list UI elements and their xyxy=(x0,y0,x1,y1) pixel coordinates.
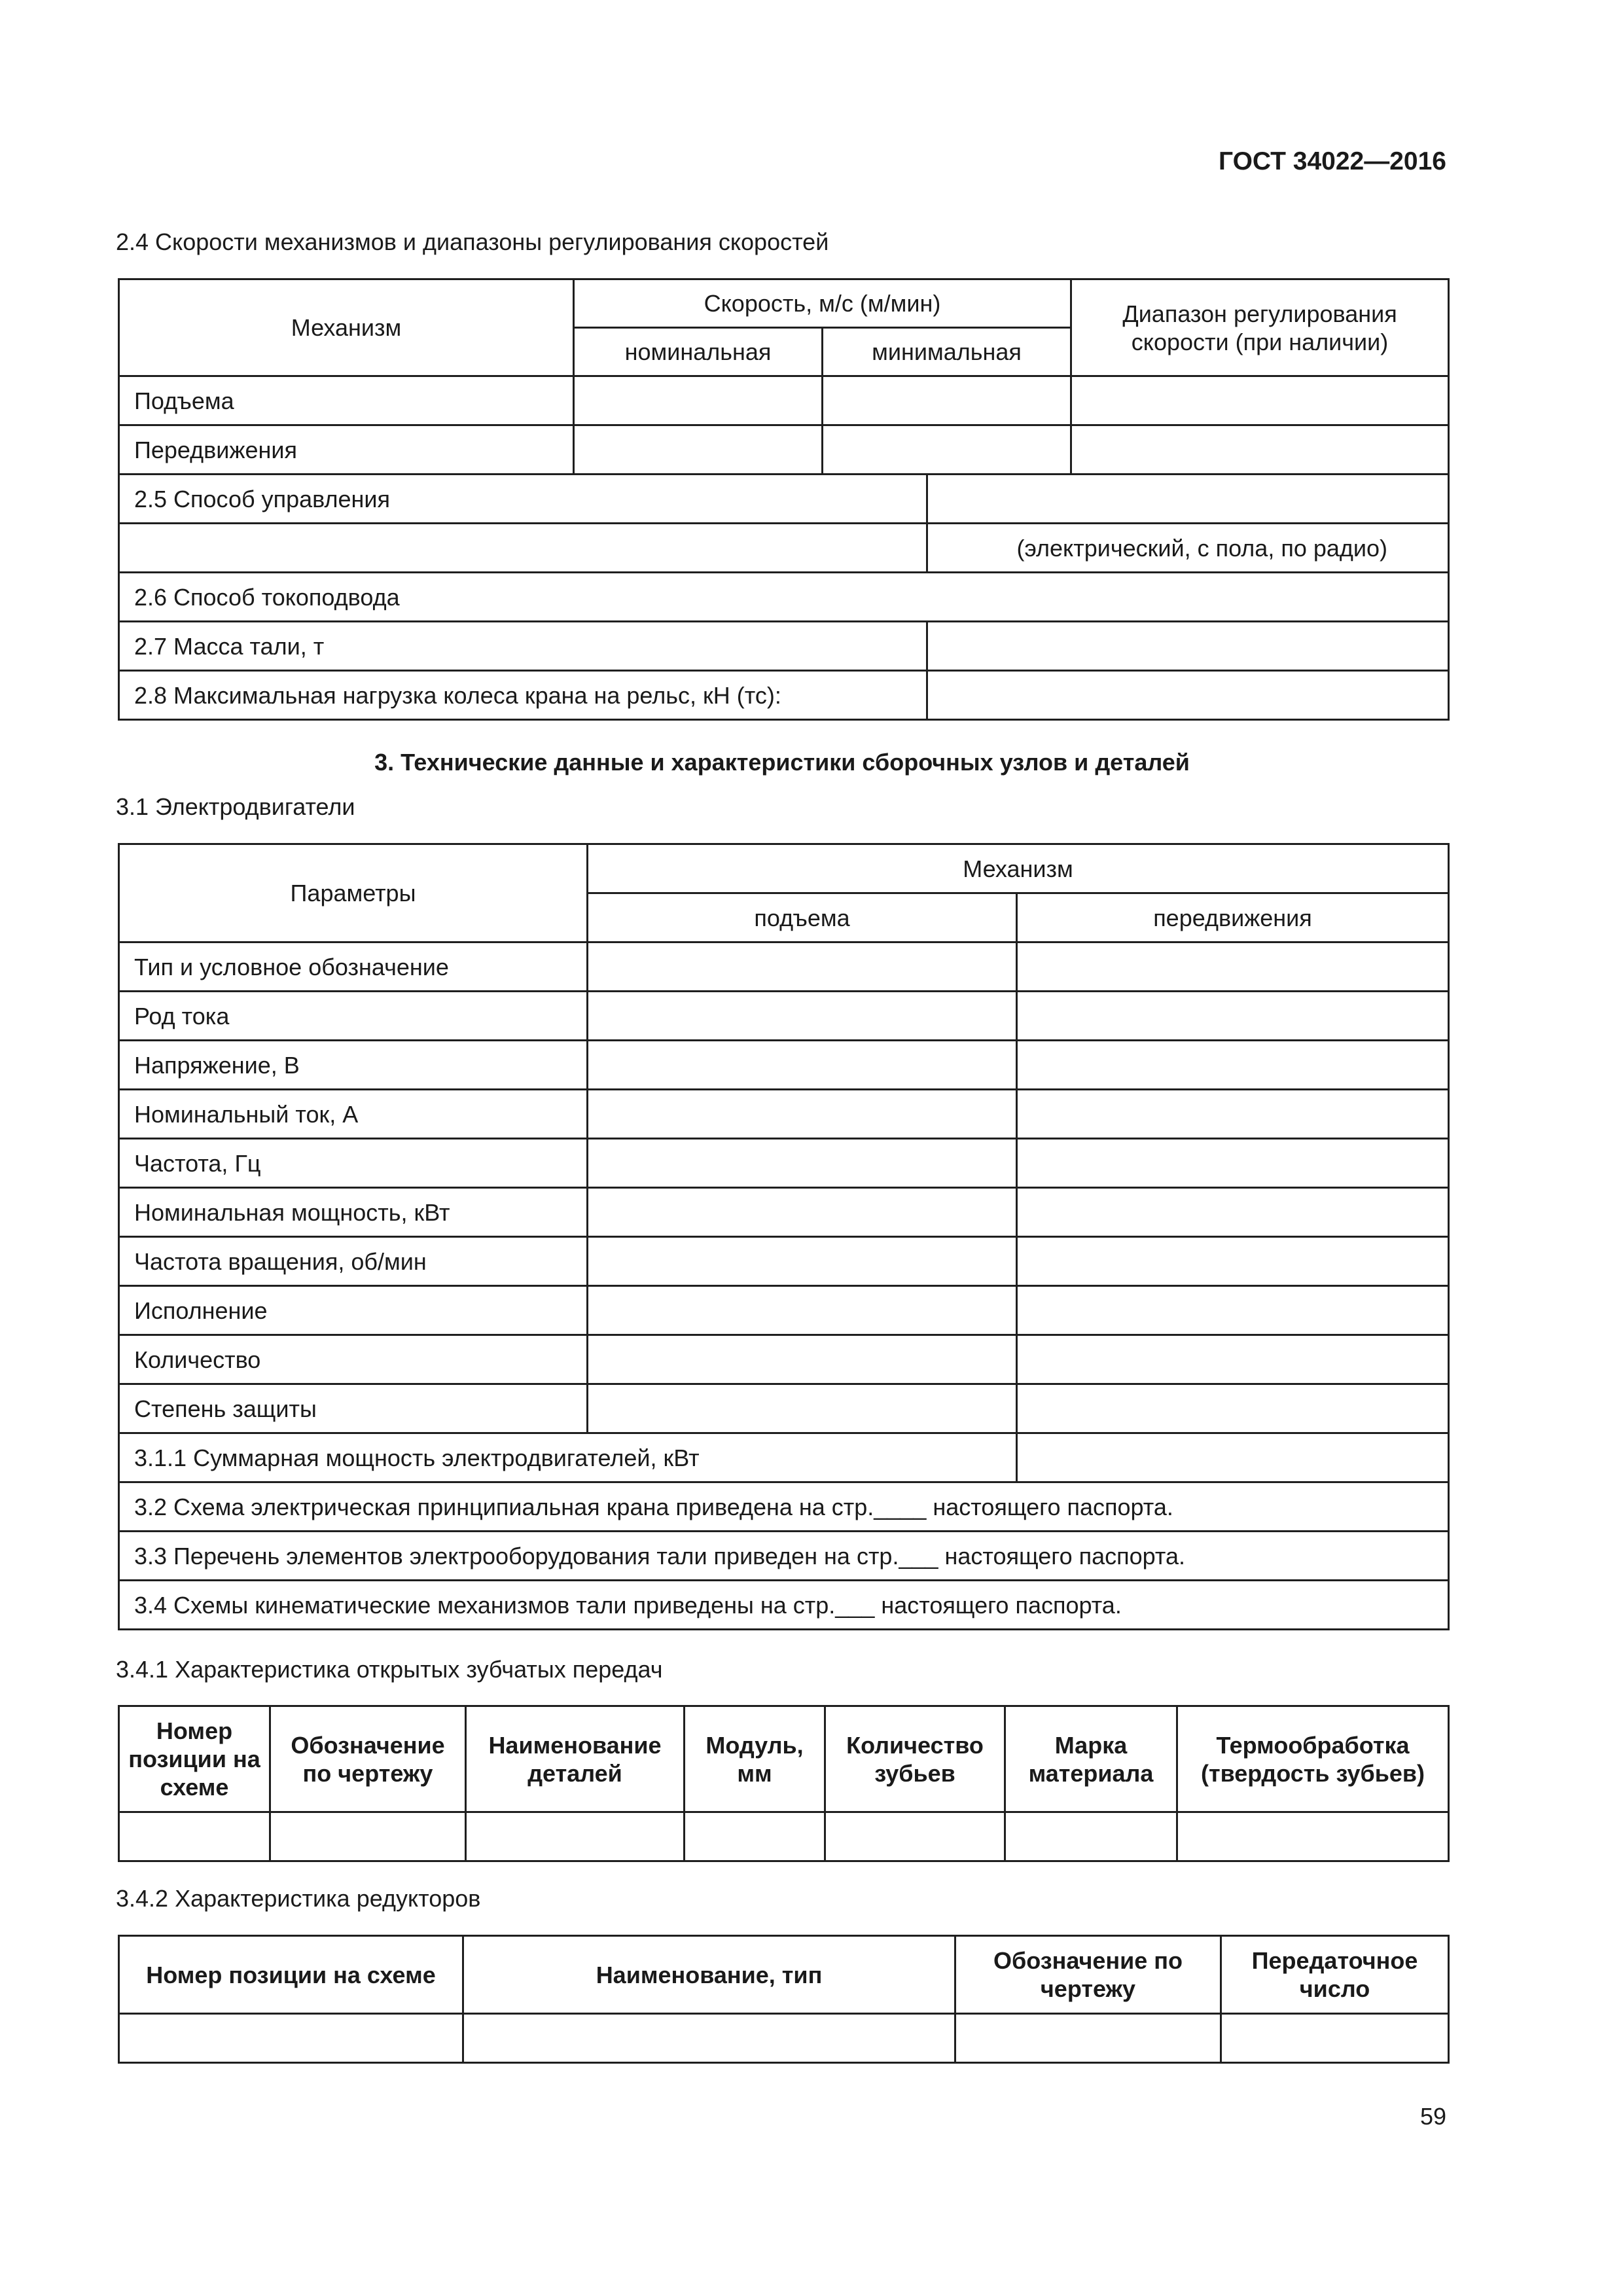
row-text-elements: 3.3 Перечень элементов электрооборудования тали приведен на стр.___ настоящего паспорта. xyxy=(119,1532,1449,1581)
row-label-control-method: 2.5 Способ управления xyxy=(119,475,927,524)
header-minimal: минимальная xyxy=(823,328,1071,376)
header-part-name: Наименование деталей xyxy=(466,1706,685,1812)
cell-empty xyxy=(119,1812,270,1861)
header-travel: передвижения xyxy=(1017,893,1449,942)
cell-empty xyxy=(588,1286,1017,1335)
row-label-hoist-mass: 2.7 Масса тали, т xyxy=(119,622,927,671)
row-label: Частота, Гц xyxy=(119,1139,588,1188)
cell-empty xyxy=(825,1812,1005,1861)
row-label-power-supply: 2.6 Способ токоподвода xyxy=(119,573,1449,622)
cell-empty xyxy=(119,524,927,573)
header-mechanism: Механизм xyxy=(588,844,1449,893)
cell-empty xyxy=(927,475,1449,524)
table-motors xyxy=(118,843,1450,1630)
cell-empty xyxy=(588,1188,1017,1237)
cell-empty xyxy=(1177,1812,1449,1861)
cell-empty xyxy=(1005,1812,1177,1861)
header-module: Модуль, мм xyxy=(685,1706,825,1812)
row-label-travel: Передвижения xyxy=(119,425,574,475)
section-3-title: 3. Технические данные и характеристики сборочных узлов и деталей xyxy=(374,749,1190,776)
cell-empty xyxy=(463,2014,955,2063)
cell-empty xyxy=(1017,1237,1449,1286)
cell-empty xyxy=(588,1041,1017,1090)
page-number: 59 xyxy=(1419,2103,1446,2130)
caption-3-1: 3.1 Электродвигатели xyxy=(116,793,355,820)
header-position-number: Номер позиции на схеме xyxy=(119,1936,463,2014)
document-code: ГОСТ 34022—2016 xyxy=(1219,147,1446,175)
header-position-number: Номер позиции на схеме xyxy=(119,1706,270,1812)
header-speed: Скорость, м/с (м/мин) xyxy=(574,279,1071,328)
cell-empty xyxy=(588,1384,1017,1433)
row-text-kinematic: 3.4 Схемы кинематические механизмов тали приведены на стр.___ настоящего паспорта. xyxy=(119,1581,1449,1630)
cell-empty xyxy=(466,1812,685,1861)
row-label-wheel-load: 2.8 Максимальная нагрузка колеса крана на рельс, кН (тс): xyxy=(119,671,927,720)
cell-empty xyxy=(1017,1384,1449,1433)
header-teeth-count: Количество зубьев xyxy=(825,1706,1005,1812)
header-nominal: номинальная xyxy=(574,328,823,376)
row-label: Частота вращения, об/мин xyxy=(119,1237,588,1286)
cell-empty xyxy=(823,425,1071,475)
cell-empty xyxy=(588,1237,1017,1286)
header-material-grade: Марка материала xyxy=(1005,1706,1177,1812)
header-parameters: Параметры xyxy=(119,844,588,942)
table-speeds xyxy=(118,278,1450,721)
cell-empty xyxy=(1221,2014,1449,2063)
cell-empty xyxy=(588,992,1017,1041)
caption-3-4-1: 3.4.1 Характеристика открытых зубчатых передач xyxy=(116,1656,663,1683)
cell-empty xyxy=(588,1335,1017,1384)
cell-empty xyxy=(1017,1139,1449,1188)
header-heat-treatment: Термообработка (твердость зубьев) xyxy=(1177,1706,1449,1812)
row-label: Напряжение, В xyxy=(119,1041,588,1090)
cell-empty xyxy=(1017,992,1449,1041)
cell-empty xyxy=(588,942,1017,992)
table-reducers xyxy=(118,1935,1450,2064)
cell-empty xyxy=(574,376,823,425)
header-speed-range: Диапазон регулирования скорости (при наличии) xyxy=(1071,279,1449,376)
cell-empty xyxy=(1017,942,1449,992)
header-drawing-designation: Обозначение по чертежу xyxy=(270,1706,466,1812)
cell-empty xyxy=(1017,1090,1449,1139)
row-label: Степень защиты xyxy=(119,1384,588,1433)
cell-empty xyxy=(1017,1041,1449,1090)
row-label: Номинальный ток, А xyxy=(119,1090,588,1139)
cell-empty xyxy=(588,1139,1017,1188)
control-method-hint: (электрический, с пола, по радио) xyxy=(927,524,1449,573)
cell-empty xyxy=(1071,376,1449,425)
header-lift: подъема xyxy=(588,893,1017,942)
cell-empty xyxy=(270,1812,466,1861)
row-text-scheme: 3.2 Схема электрическая принципиальная крана приведена на стр.____ настоящего паспорта. xyxy=(119,1482,1449,1532)
cell-empty xyxy=(823,376,1071,425)
cell-empty xyxy=(927,671,1449,720)
header-drawing-designation: Обозначение по чертежу xyxy=(955,1936,1221,2014)
cell-empty xyxy=(588,1090,1017,1139)
row-label: Исполнение xyxy=(119,1286,588,1335)
cell-empty xyxy=(1017,1433,1449,1482)
cell-empty xyxy=(1017,1286,1449,1335)
cell-empty xyxy=(955,2014,1221,2063)
header-gear-ratio: Передаточное число xyxy=(1221,1936,1449,2014)
cell-empty xyxy=(119,2014,463,2063)
cell-empty xyxy=(1071,425,1449,475)
cell-empty xyxy=(927,622,1449,671)
cell-empty xyxy=(685,1812,825,1861)
caption-2-4: 2.4 Скорости механизмов и диапазоны регулирования скоростей xyxy=(116,228,829,255)
row-label: Тип и условное обозначение xyxy=(119,942,588,992)
cell-empty xyxy=(574,425,823,475)
row-label: Количество xyxy=(119,1335,588,1384)
header-mechanism: Механизм xyxy=(119,279,574,376)
row-label-lift: Подъема xyxy=(119,376,574,425)
caption-3-4-2: 3.4.2 Характеристика редукторов xyxy=(116,1885,481,1912)
cell-empty xyxy=(1017,1188,1449,1237)
row-label-total-power: 3.1.1 Суммарная мощность электродвигателей, кВт xyxy=(119,1433,1017,1482)
row-label: Номинальная мощность, кВт xyxy=(119,1188,588,1237)
cell-empty xyxy=(1017,1335,1449,1384)
header-name-type: Наименование, тип xyxy=(463,1936,955,2014)
row-label: Род тока xyxy=(119,992,588,1041)
table-open-gears xyxy=(118,1705,1450,1862)
